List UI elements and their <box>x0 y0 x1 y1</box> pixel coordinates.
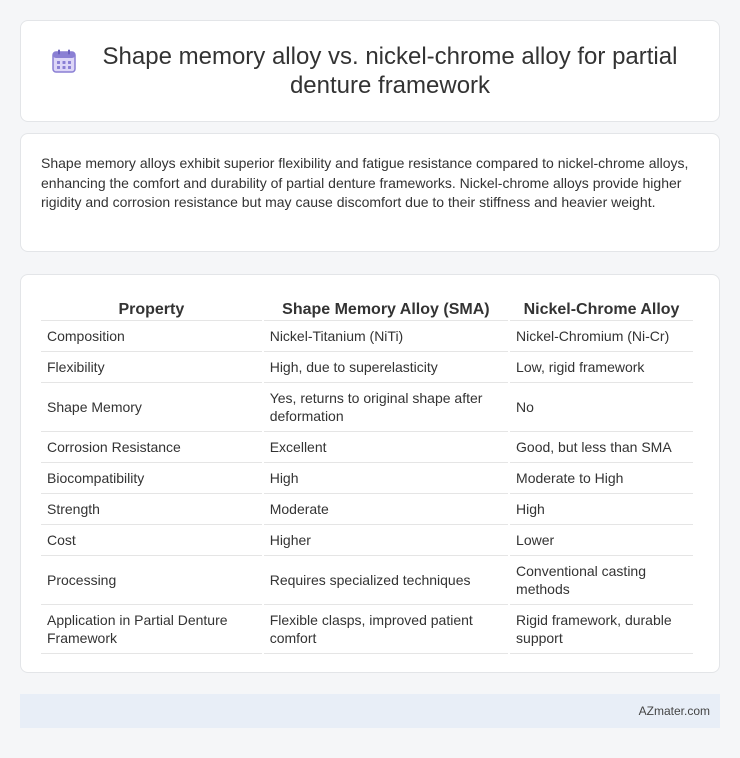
table-row <box>41 352 693 383</box>
table-row <box>41 432 693 463</box>
comparison-table-card <box>20 274 720 673</box>
sma-cell: High <box>264 463 508 494</box>
nickel-chrome-cell: Moderate to High <box>510 463 693 494</box>
page-title: Shape memory alloy vs. nickel-chrome alloy for partial denture framework <box>102 43 678 99</box>
sma-cell: Nickel-Titanium (NiTi) <box>264 321 508 352</box>
table-header-row <box>41 293 693 321</box>
header-sma: Shape Memory Alloy (SMA) <box>264 293 508 321</box>
header-property: Property <box>41 293 262 321</box>
table-row <box>41 383 693 432</box>
nickel-chrome-cell: Good, but less than SMA <box>510 432 693 463</box>
table-row <box>41 463 693 494</box>
sma-cell: Flexible clasps, improved patient comfort <box>264 605 508 654</box>
title-wrap <box>51 42 689 100</box>
table-row <box>41 525 693 556</box>
table-row <box>41 556 693 605</box>
nickel-chrome-cell: Low, rigid framework <box>510 352 693 383</box>
property-cell: Flexibility <box>41 352 262 383</box>
property-cell: Composition <box>41 321 262 352</box>
property-cell: Corrosion Resistance <box>41 432 262 463</box>
sma-cell: Moderate <box>264 494 508 525</box>
property-cell: Shape Memory <box>41 383 262 432</box>
property-cell: Application in Partial Denture Framework <box>41 605 262 654</box>
summary-card <box>20 133 720 252</box>
title-card <box>20 20 720 122</box>
header-nickel-chrome: Nickel-Chrome Alloy <box>510 293 693 321</box>
nickel-chrome-cell: High <box>510 494 693 525</box>
nickel-chrome-cell: No <box>510 383 693 432</box>
property-cell: Strength <box>41 494 262 525</box>
footer-brand[interactable]: AZmater.com <box>638 704 710 718</box>
sma-cell: Excellent <box>264 432 508 463</box>
summary-text: Shape memory alloys exhibit superior flexibility and fatigue resistance compared to nickel-chrome alloys, enhancing the comfort and durability of partial denture frameworks. Nickel-chrome alloys provide higher rigidity and corrosion resistance but may cause discomfort due to their stiffness and heavier weight. <box>41 155 689 210</box>
property-cell: Biocompatibility <box>41 463 262 494</box>
sma-cell: Requires specialized techniques <box>264 556 508 605</box>
nickel-chrome-cell: Nickel-Chromium (Ni-Cr) <box>510 321 693 352</box>
sma-cell: Yes, returns to original shape after deformation <box>264 383 508 432</box>
footer <box>20 694 720 728</box>
table-row <box>41 494 693 525</box>
table-row <box>41 321 693 352</box>
property-cell: Cost <box>41 525 262 556</box>
nickel-chrome-cell: Rigid framework, durable support <box>510 605 693 654</box>
nickel-chrome-cell: Lower <box>510 525 693 556</box>
property-cell: Processing <box>41 556 262 605</box>
table-row <box>41 605 693 654</box>
nickel-chrome-cell: Conventional casting methods <box>510 556 693 605</box>
sma-cell: Higher <box>264 525 508 556</box>
calendar-icon <box>51 48 77 74</box>
sma-cell: High, due to superelasticity <box>264 352 508 383</box>
comparison-table <box>39 293 695 654</box>
